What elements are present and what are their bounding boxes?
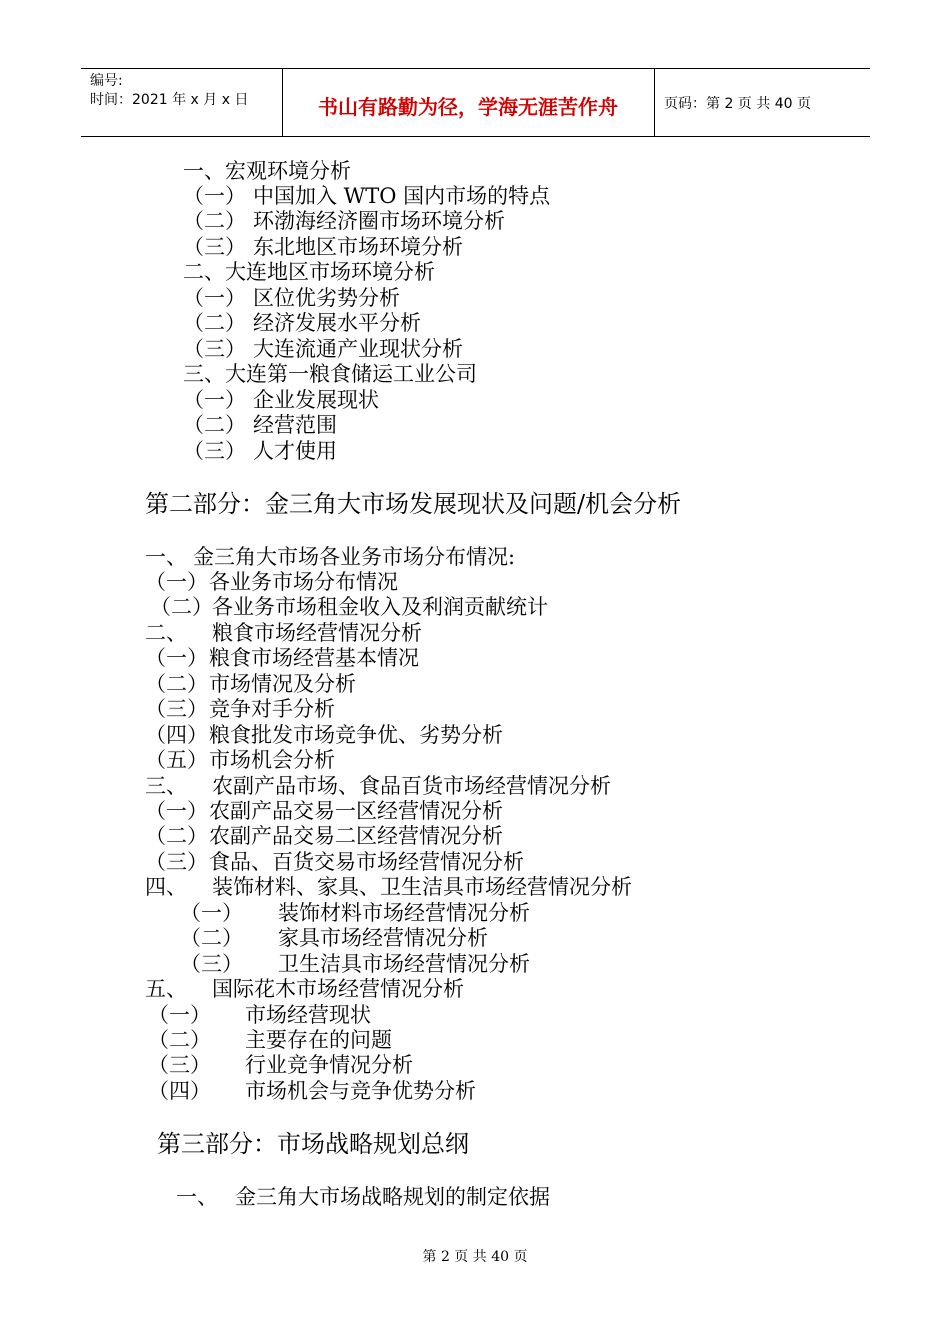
outline-item: （二） 环渤海经济圈市场环境分析 — [183, 209, 505, 233]
outline-item: 五、 国际花木市场经营情况分析 — [145, 977, 464, 1001]
outline-item: （一） 装饰材料市场经营情况分析 — [180, 901, 530, 925]
outline-item: 二、 粮食市场经营情况分析 — [145, 621, 422, 645]
section-title: 第三部分：市场战略规划总纲 — [157, 1130, 469, 1158]
time-label: 时间：2021 年 x 月 x 日 — [90, 92, 249, 108]
header-page-info: 页码：第 2 页 共 40 页 — [664, 96, 811, 112]
outline-item: （一）农副产品交易一区经营情况分析 — [145, 799, 503, 823]
outline-item: （三）竞争对手分析 — [145, 697, 335, 721]
outline-item: （四）粮食批发市场竞争优、劣势分析 — [145, 723, 503, 747]
header-divider — [654, 69, 655, 136]
code-label: 编号: — [90, 73, 123, 89]
outline-item: （二）农副产品交易二区经营情况分析 — [145, 824, 503, 848]
outline-item: （五）市场机会分析 — [145, 748, 335, 772]
outline-item: （二） 经营范围 — [183, 413, 337, 437]
outline-item: （一）各业务市场分布情况 — [145, 570, 398, 594]
outline-item: 三、 农副产品市场、食品百货市场经营情况分析 — [145, 774, 611, 798]
outline-item: （三） 人才使用 — [183, 439, 337, 463]
outline-item: （一） 区位优劣势分析 — [183, 286, 400, 310]
outline-item: （三） 大连流通产业现状分析 — [183, 337, 463, 361]
outline-item: 四、 装饰材料、家具、卫生洁具市场经营情况分析 — [145, 875, 632, 899]
outline-item: （一） 中国加入 WTO 国内市场的特点 — [183, 184, 551, 208]
section-title: 第二部分：金三角大市场发展现状及问题/机会分析 — [145, 490, 682, 518]
outline-item: 一、宏观环境分析 — [183, 159, 351, 183]
outline-item: （二） 主要存在的问题 — [148, 1028, 392, 1052]
header-meta — [90, 72, 248, 110]
page-footer: 第 2 页 共 40 页 — [422, 1249, 528, 1265]
outline-item: （一） 企业发展现状 — [183, 388, 379, 412]
outline-item: （三） 东北地区市场环境分析 — [183, 235, 463, 259]
outline-item: 二、大连地区市场环境分析 — [183, 260, 435, 284]
outline-item: 三、大连第一粮食储运工业公司 — [183, 362, 477, 386]
outline-item: （一） 市场经营现状 — [148, 1003, 371, 1027]
outline-item: （二） 经济发展水平分析 — [183, 311, 421, 335]
outline-item: （二）各业务市场租金收入及利润贡献统计 — [150, 595, 548, 619]
header-table — [81, 68, 870, 137]
outline-item: 一、 金三角大市场各业务市场分布情况: — [145, 545, 516, 569]
outline-item: （三） 行业竞争情况分析 — [148, 1053, 413, 1077]
outline-item: （三）食品、百货交易市场经营情况分析 — [145, 850, 524, 874]
outline-item: （二） 家具市场经营情况分析 — [180, 926, 488, 950]
outline-item: （三） 卫生洁具市场经营情况分析 — [180, 952, 530, 976]
outline-item: （二）市场情况及分析 — [145, 672, 356, 696]
outline-item: （四） 市场机会与竞争优势分析 — [148, 1079, 476, 1103]
header-motto: 书山有路勤为径，学海无涯苦作舟 — [318, 95, 618, 119]
outline-item: （一）粮食市场经营基本情况 — [145, 646, 419, 670]
outline-item: 一、 金三角大市场战略规划的制定依据 — [176, 1185, 550, 1209]
